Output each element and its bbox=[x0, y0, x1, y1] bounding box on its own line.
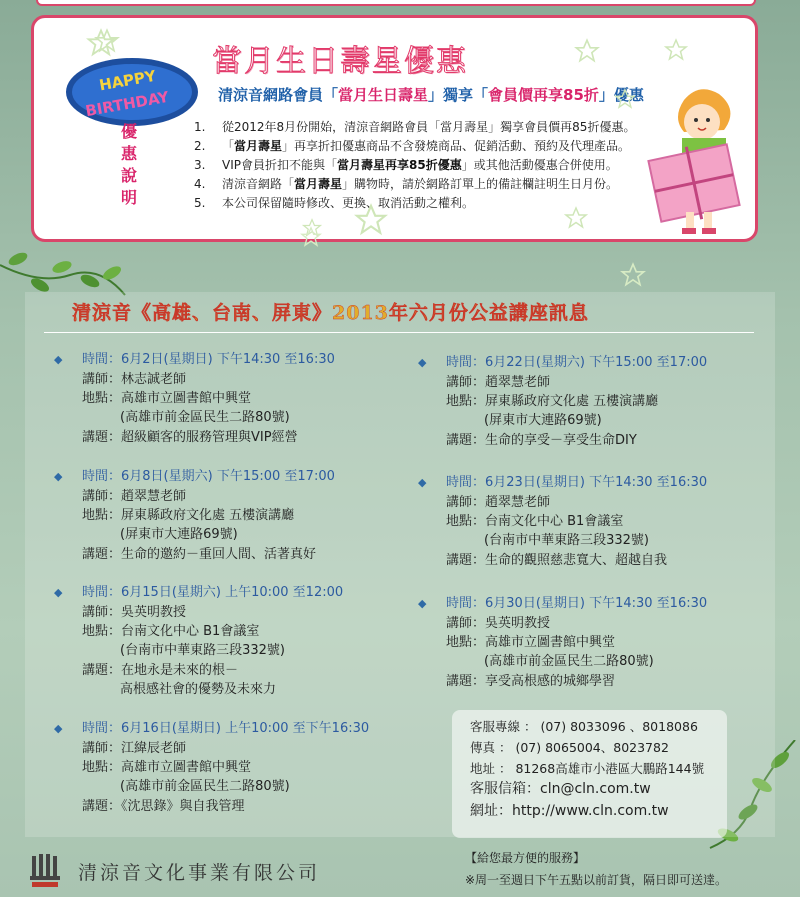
rule-text: 「 bbox=[222, 139, 235, 153]
star-decoration-icon bbox=[300, 226, 322, 248]
subtitle-text: 」優惠 bbox=[598, 86, 644, 104]
company-logo-icon bbox=[30, 852, 60, 888]
contact-address: 地址 ： 81268高雄市小港區大鵬路144號 bbox=[470, 761, 705, 776]
contact-box bbox=[452, 710, 727, 838]
event-address: (高雄市前金區民生二路80號) bbox=[484, 654, 654, 669]
event-address: (屏東市大連路69號) bbox=[120, 527, 238, 542]
event-place: 地點：屏東縣政府文化處 五樓演講廳 bbox=[82, 508, 295, 523]
diamond-bullet-icon: ◆ bbox=[418, 597, 427, 610]
happy-birthday-badge bbox=[61, 50, 203, 132]
event-address: (台南市中華東路三段332號) bbox=[484, 533, 649, 548]
promo-subtitle bbox=[218, 84, 644, 105]
service-text: ※周一至週日下午五點以前訂貨，隔日即可送達。 bbox=[465, 873, 728, 887]
event-speaker: 講師：江緯辰老師 bbox=[82, 741, 187, 756]
girl-with-gift-illustration bbox=[644, 80, 754, 240]
contact-fax: 傳真 ： (07) 8065004、8023782 bbox=[470, 740, 669, 755]
contact-email-link[interactable]: 客服信箱：cln@cln.com.tw bbox=[470, 781, 651, 797]
diamond-bullet-icon: ◆ bbox=[54, 470, 63, 483]
event-address: (高雄市前金區民生二路80號) bbox=[120, 410, 290, 425]
diamond-bullet-icon: ◆ bbox=[54, 353, 63, 366]
rule-bold: 當月壽星 bbox=[294, 177, 343, 191]
company-name: 清涼音文化事業有限公司 bbox=[78, 862, 321, 884]
service-title: 【給您最方便的服務】 bbox=[465, 851, 586, 865]
event-place: 地點：高雄市立圖書館中興堂 bbox=[82, 760, 252, 775]
heading-divider bbox=[44, 332, 754, 333]
rule-text: 從2012年8月份開始，清涼音網路會員「當月壽星」獨享會員價再85折優惠。 bbox=[222, 120, 636, 134]
rule-text: 」或其他活動優惠合併使用。 bbox=[461, 158, 618, 172]
lecture-heading: 清涼音《高雄、台南、屏東》2013年六月份公益講座訊息 bbox=[72, 302, 589, 324]
event-topic: 講題：生命的邀約－重回人間、活著真好 bbox=[82, 547, 317, 562]
subtitle-highlight: 當月生日壽星 bbox=[338, 86, 429, 104]
diamond-bullet-icon: ◆ bbox=[54, 586, 63, 599]
event-address: (高雄市前金區民生二路80號) bbox=[120, 779, 290, 794]
event-address: (台南市中華東路三段332號) bbox=[120, 643, 285, 658]
event-topic: 講題：《沈思錄》與自我管理 bbox=[82, 799, 245, 814]
rule-number: 3. bbox=[194, 158, 206, 172]
event-place: 地點：屏東縣政府文化處 五樓演講廳 bbox=[446, 394, 659, 409]
rule-number: 1. bbox=[194, 120, 206, 134]
event-place: 地點：台南文化中心 B1會議室 bbox=[446, 514, 624, 529]
event-topic-cont: 高根感社會的優勢及未來力 bbox=[120, 682, 277, 697]
subtitle-highlight: 會員價再享85折 bbox=[488, 86, 599, 104]
rules-label-char: 明 bbox=[120, 188, 137, 207]
event-topic: 講題：在地永是未來的根－ bbox=[82, 663, 239, 678]
event-time: 時間：6月8日(星期六) 下午15:00 至17:00 bbox=[82, 469, 335, 484]
event-address: (屏東市大連路69號) bbox=[484, 413, 602, 428]
rule-item bbox=[194, 175, 694, 194]
star-decoration-icon bbox=[564, 206, 588, 230]
rules-label bbox=[119, 121, 139, 209]
event-speaker: 講師：趙翠慧老師 bbox=[82, 489, 187, 504]
event-time: 時間：6月2日(星期日) 下午14:30 至16:30 bbox=[82, 352, 335, 367]
event-topic: 講題：享受高根感的城鄉學習 bbox=[446, 674, 616, 689]
rule-number: 4. bbox=[194, 177, 206, 191]
event-place: 地點：台南文化中心 B1會議室 bbox=[82, 624, 260, 639]
promo-title: 當月生日壽星優惠 bbox=[212, 44, 468, 79]
rule-text: 清涼音網路「 bbox=[222, 177, 295, 191]
star-decoration-icon bbox=[86, 28, 116, 58]
svg-text:HAPPY: HAPPY bbox=[97, 66, 158, 95]
diamond-bullet-icon: ◆ bbox=[418, 356, 427, 369]
rule-bold: 當月壽星再享85折優惠 bbox=[337, 158, 462, 172]
subtitle-text: 清涼音網路會員「 bbox=[218, 86, 339, 104]
rule-item bbox=[194, 156, 694, 175]
rule-item bbox=[194, 118, 694, 137]
event-time: 時間：6月22日(星期六) 下午15:00 至17:00 bbox=[446, 355, 708, 370]
event-place: 地點：高雄市立圖書館中興堂 bbox=[446, 635, 616, 650]
event-speaker: 講師：趙翠慧老師 bbox=[446, 495, 551, 510]
rule-text: 本公司保留隨時修改、更換、取消活動之權利。 bbox=[222, 196, 475, 210]
star-decoration-icon bbox=[574, 38, 600, 64]
top-strip bbox=[36, 0, 756, 6]
event-place: 地點：高雄市立圖書館中興堂 bbox=[82, 391, 252, 406]
rule-text: 」購物時，請於網路訂單上的備註欄註明生日月份。 bbox=[342, 177, 619, 191]
star-decoration-icon bbox=[664, 38, 688, 62]
event-topic: 講題：超級顧客的服務管理與VIP經營 bbox=[82, 430, 298, 445]
event-speaker: 講師：林志誠老師 bbox=[82, 372, 187, 387]
rule-number: 2. bbox=[194, 139, 206, 153]
event-time: 時間：6月16日(星期日) 上午10:00 至下午16:30 bbox=[82, 721, 370, 736]
event-time: 時間：6月15日(星期六) 上午10:00 至12:00 bbox=[82, 585, 344, 600]
rule-bold: 當月壽星 bbox=[234, 139, 283, 153]
rules-list bbox=[194, 118, 694, 213]
rule-text: VIP會員折扣不能與「 bbox=[222, 158, 337, 172]
birthday-promo-box bbox=[31, 15, 758, 242]
event-speaker: 講師：吳英明教授 bbox=[446, 616, 551, 631]
event-speaker: 講師：趙翠慧老師 bbox=[446, 375, 551, 390]
diamond-bullet-icon: ◆ bbox=[418, 476, 427, 489]
rule-number: 5. bbox=[194, 196, 206, 210]
event-time: 時間：6月30日(星期日) 下午14:30 至16:30 bbox=[446, 596, 708, 611]
rules-label-char: 優 bbox=[120, 122, 137, 141]
event-topic: 講題：生命的觀照慈悲寬大、超越自我 bbox=[446, 553, 668, 568]
contact-website-link[interactable]: 網址：http://www.cln.com.tw bbox=[470, 803, 669, 819]
rule-item bbox=[194, 194, 694, 213]
diamond-bullet-icon: ◆ bbox=[54, 722, 63, 735]
star-decoration-icon bbox=[620, 262, 646, 288]
rules-label-char: 說 bbox=[120, 166, 137, 185]
rule-text: 」再享折扣優惠商品不含發燒商品、促銷活動、預約及代理產品。 bbox=[282, 139, 631, 153]
svg-text:BIRTHDAY: BIRTHDAY bbox=[84, 87, 171, 121]
event-topic: 講題：生命的享受－享受生命DIY bbox=[446, 433, 637, 448]
subtitle-text: 」獨享「 bbox=[428, 86, 489, 104]
rules-label-char: 惠 bbox=[120, 144, 137, 163]
event-speaker: 講師：吳英明教授 bbox=[82, 605, 187, 620]
contact-hotline: 客服專線 ： (07) 8033096 、8018086 bbox=[470, 719, 698, 734]
star-decoration-icon bbox=[354, 203, 388, 237]
star-decoration-icon bbox=[614, 88, 636, 110]
event-time: 時間：6月23日(星期日) 下午14:30 至16:30 bbox=[446, 475, 708, 490]
rule-item bbox=[194, 137, 694, 156]
